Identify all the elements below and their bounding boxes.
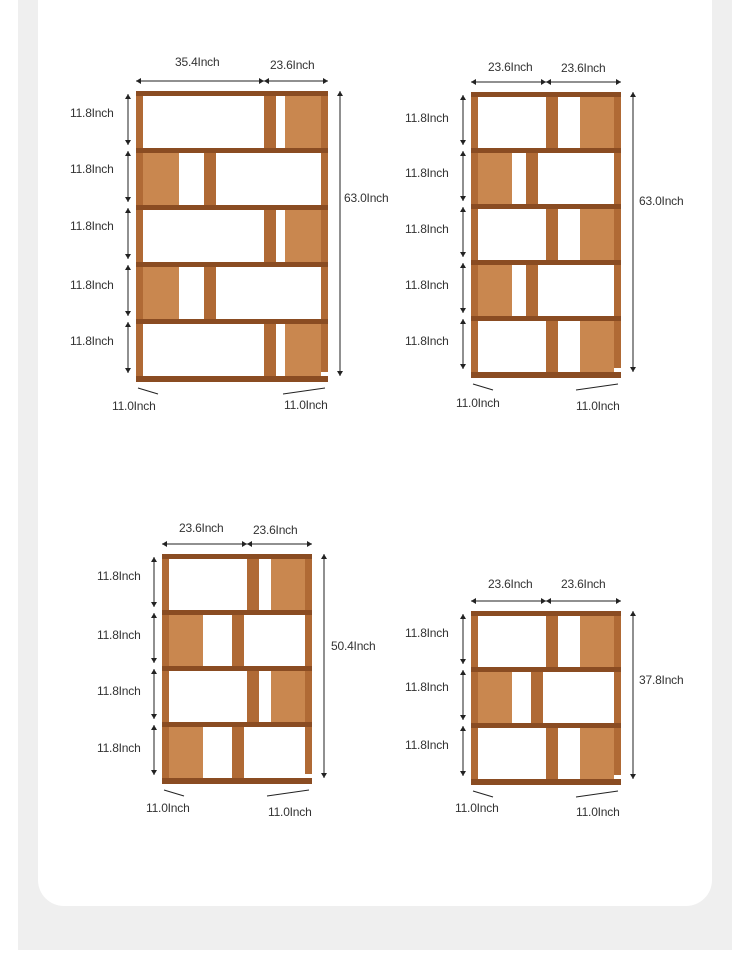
- tier-back-panel-2: [478, 672, 512, 723]
- shelf-3-tier-1-height: 11.8Inch: [97, 569, 141, 583]
- shelf-board-2: [471, 667, 621, 672]
- height-arrow-head-top: [630, 611, 636, 616]
- shelf-board-5: [136, 319, 328, 324]
- height-arrow-head-bottom: [321, 773, 327, 778]
- tier-divider-4: [526, 265, 538, 316]
- tier-height-arrow-1-head-top: [460, 95, 466, 100]
- tier-height-arrow-1-head-bottom: [151, 602, 157, 607]
- shelf-3-tier-4-height: 11.8Inch: [97, 741, 141, 755]
- shelf-1-tier-5-height: 11.8Inch: [70, 334, 114, 348]
- shelf-4-top-left-width: 23.6Inch: [488, 577, 533, 591]
- tier-divider-4: [204, 267, 216, 319]
- tier-divider-3: [247, 671, 259, 722]
- tier-height-arrow-1-head-bottom: [460, 659, 466, 664]
- shelf-1-height: 63.0Inch: [344, 191, 389, 205]
- bottom-board: [471, 372, 621, 378]
- depth-left-arrow: [473, 791, 493, 797]
- shelf-board-2: [471, 148, 621, 153]
- shelf-3-depth-right: 11.0Inch: [268, 805, 312, 819]
- tier-back-panel-2: [169, 615, 203, 666]
- tier-height-arrow-3-head-top: [460, 207, 466, 212]
- shelf-1-tier-2-height: 11.8Inch: [70, 162, 114, 176]
- tier-divider-2: [204, 153, 216, 205]
- tier-height-arrow-5-head-top: [460, 319, 466, 324]
- shelf-board-5: [471, 316, 621, 321]
- shelf-4-height: 37.8Inch: [639, 673, 684, 687]
- shelf-1-illustration: [130, 85, 350, 395]
- shelf-board-1: [471, 611, 621, 616]
- depth-right-arrow: [576, 384, 618, 390]
- tier-back-panel-1: [580, 616, 614, 667]
- tier-divider-1: [264, 96, 276, 148]
- shelf-4-illustration: [455, 605, 655, 810]
- tier-back-panel-4: [478, 265, 512, 316]
- height-arrow-head-top: [630, 92, 636, 97]
- tier-height-arrow-3-head-bottom: [151, 714, 157, 719]
- depth-left-arrow: [164, 790, 184, 796]
- shelf-board-3: [162, 666, 312, 671]
- tier-divider-4: [232, 727, 244, 778]
- depth-left-arrow: [138, 388, 158, 394]
- tier-back-panel-2: [143, 153, 179, 205]
- tier-divider-2: [232, 615, 244, 666]
- tier-height-arrow-4-head-bottom: [151, 770, 157, 775]
- tier-height-arrow-3-head-top: [460, 726, 466, 731]
- height-arrow-head-bottom: [337, 371, 343, 376]
- tier-height-arrow-5-head-bottom: [460, 364, 466, 369]
- bookshelf-3-drawing: [146, 548, 346, 808]
- tier-divider-5: [546, 321, 558, 372]
- shelf-2-tier-2-height: 11.8Inch: [405, 166, 449, 180]
- shelf-2-tier-4-height: 11.8Inch: [405, 278, 449, 292]
- tier-height-arrow-2-head-bottom: [460, 196, 466, 201]
- shelf-board-3: [471, 723, 621, 728]
- tier-divider-1: [546, 97, 558, 148]
- tier-height-arrow-1-head-top: [151, 557, 157, 562]
- shelf-2-top-right-width: 23.6Inch: [561, 61, 606, 75]
- shelf-1-top-right-width: 23.6Inch: [270, 58, 315, 72]
- shelf-2-tier-5-height: 11.8Inch: [405, 334, 449, 348]
- right-side-panel: [321, 93, 328, 372]
- tier-height-arrow-2-head-top: [460, 670, 466, 675]
- depth-right-arrow: [283, 388, 325, 394]
- shelf-board-2: [136, 148, 328, 153]
- shelf-board-1: [471, 92, 621, 97]
- tier-height-arrow-1-head-bottom: [460, 140, 466, 145]
- shelf-3-illustration: [146, 548, 346, 808]
- shelf-1-tier-1-height: 11.8Inch: [70, 106, 114, 120]
- shelf-1-tier-4-height: 11.8Inch: [70, 278, 114, 292]
- tier-divider-3: [264, 210, 276, 262]
- tier-back-panel-3: [285, 210, 321, 262]
- shelf-board-4: [162, 722, 312, 727]
- shelf-1-depth-right: 11.0Inch: [284, 398, 328, 412]
- shelf-board-4: [471, 260, 621, 265]
- shelf-3-top-right-width: 23.6Inch: [253, 523, 298, 537]
- shelf-4-top-right-width: 23.6Inch: [561, 577, 606, 591]
- tier-back-panel-2: [478, 153, 512, 204]
- shelf-2-tier-1-height: 11.8Inch: [405, 111, 449, 125]
- right-side-panel: [614, 94, 621, 368]
- bottom-board: [162, 778, 312, 784]
- depth-right-arrow: [267, 790, 309, 796]
- height-arrow-head-top: [337, 91, 343, 96]
- right-side-panel: [305, 556, 312, 774]
- tier-height-arrow-3-head-bottom: [460, 771, 466, 776]
- shelf-2-top-left-width: 23.6Inch: [488, 60, 533, 74]
- shelf-2-tier-3-height: 11.8Inch: [405, 222, 449, 236]
- tier-divider-3: [546, 728, 558, 779]
- tier-height-arrow-4-head-bottom: [460, 308, 466, 313]
- bookshelf-2-drawing: [455, 85, 655, 395]
- tier-height-arrow-4-head-top: [151, 725, 157, 730]
- shelf-4-tier-3-height: 11.8Inch: [405, 738, 449, 752]
- tier-back-panel-3: [580, 209, 614, 260]
- shelf-board-1: [162, 554, 312, 559]
- tier-height-arrow-3-head-top: [151, 669, 157, 674]
- shelf-board-3: [136, 205, 328, 210]
- tier-back-panel-1: [285, 96, 321, 148]
- shelf-2-depth-right: 11.0Inch: [576, 399, 620, 413]
- tier-divider-3: [546, 209, 558, 260]
- tier-back-panel-5: [285, 324, 321, 376]
- tier-back-panel-5: [580, 321, 614, 372]
- bottom-board: [471, 779, 621, 785]
- tier-divider-2: [526, 153, 538, 204]
- shelf-2-depth-left: 11.0Inch: [456, 396, 500, 410]
- tier-height-arrow-1-head-top: [460, 614, 466, 619]
- height-arrow-head-top: [321, 554, 327, 559]
- tier-back-panel-4: [169, 727, 203, 778]
- depth-left-arrow: [473, 384, 493, 390]
- tier-divider-1: [247, 559, 259, 610]
- shelf-2-illustration: [455, 85, 655, 395]
- tier-height-arrow-2-head-top: [151, 613, 157, 618]
- tier-height-arrow-3-head-bottom: [460, 252, 466, 257]
- left-side-panel: [471, 92, 478, 378]
- left-side-panel: [471, 611, 478, 785]
- shelf-board-3: [471, 204, 621, 209]
- tier-height-arrow-2-head-top: [460, 151, 466, 156]
- shelf-2-height: 63.0Inch: [639, 194, 684, 208]
- shelf-1-top-left-width: 35.4Inch: [175, 55, 220, 69]
- shelf-3-depth-left: 11.0Inch: [146, 801, 190, 815]
- tier-divider-2: [531, 672, 543, 723]
- shelf-3-top-left-width: 23.6Inch: [179, 521, 224, 535]
- shelf-board-1: [136, 91, 328, 96]
- tier-height-arrow-4-head-top: [460, 263, 466, 268]
- shelf-board-4: [136, 262, 328, 267]
- shelf-4-depth-right: 11.0Inch: [576, 805, 620, 819]
- shelf-1-depth-left: 11.0Inch: [112, 399, 156, 413]
- tier-height-arrow-2-head-bottom: [151, 658, 157, 663]
- shelf-1-tier-3-height: 11.8Inch: [70, 219, 114, 233]
- tier-back-panel-3: [580, 728, 614, 779]
- shelf-4-tier-1-height: 11.8Inch: [405, 626, 449, 640]
- height-arrow-head-bottom: [630, 367, 636, 372]
- height-arrow-head-bottom: [630, 774, 636, 779]
- tier-back-panel-3: [271, 671, 305, 722]
- shelf-board-2: [162, 610, 312, 615]
- shelf-3-height: 50.4Inch: [331, 639, 376, 653]
- tier-back-panel-1: [580, 97, 614, 148]
- right-side-panel: [614, 613, 621, 775]
- tier-back-panel-1: [271, 559, 305, 610]
- bookshelf-4-drawing: [455, 605, 655, 810]
- shelf-4-tier-2-height: 11.8Inch: [405, 680, 449, 694]
- tier-height-arrow-2-head-bottom: [460, 715, 466, 720]
- shelf-3-tier-2-height: 11.8Inch: [97, 628, 141, 642]
- left-side-panel: [136, 91, 143, 382]
- tier-back-panel-4: [143, 267, 179, 319]
- page-footer-gap: [18, 950, 732, 977]
- bookshelf-1-drawing: [130, 85, 350, 395]
- bottom-board: [136, 376, 328, 382]
- tier-divider-5: [264, 324, 276, 376]
- shelf-4-depth-left: 11.0Inch: [455, 801, 499, 815]
- shelf-3-tier-3-height: 11.8Inch: [97, 684, 141, 698]
- tier-divider-1: [546, 616, 558, 667]
- depth-right-arrow: [576, 791, 618, 797]
